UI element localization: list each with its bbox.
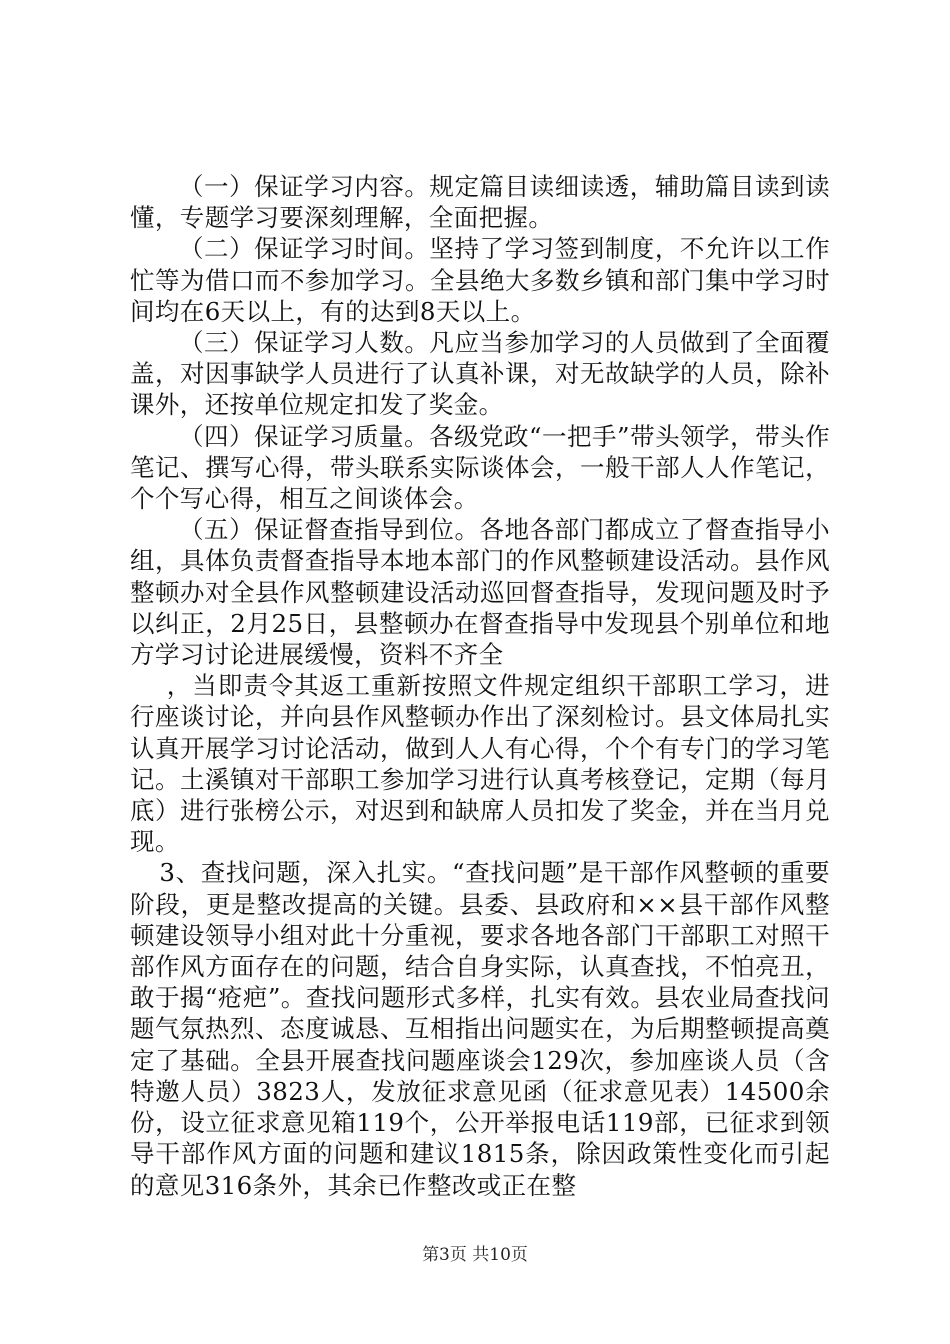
paragraph-supervision: （五）保证督查指导到位。各地各部门都成立了督查指导小组，具体负责督查指导本地本部门的作风整顿建设活动。县作风整顿办对全县作风整顿建设活动巡回督查指导，发现问题及时予以纠正，2月25日，县整顿办在督查指导中发现县个别单位和地方学习讨论进展缓慢，资料不齐全 bbox=[130, 515, 830, 670]
paragraph-supervision-continued: ，当即责令其返工重新按照文件规定组织干部职工学习，进行座谈讨论，并向县作风整顿办作出了深刻检讨。县文体局扎实认真开展学习讨论活动，做到人人有心得，个个有专门的学习笔记。土溪镇对干部职工参加学习进行认真考核登记，定期（每月底）进行张榜公示，对迟到和缺席人员扣发了奖金，并在当月兑现。 bbox=[130, 671, 830, 857]
paragraph-study-time: （二）保证学习时间。坚持了学习签到制度，不允许以工作忙等为借口而不参加学习。全县绝大多数乡镇和部门集中学习时间均在6天以上，有的达到8天以上。 bbox=[130, 234, 830, 326]
paragraph-finding-problems: 3、查找问题，深入扎实。“查找问题”是干部作风整顿的重要阶段，更是整改提高的关键。县委、县政府和××县干部作风整顿建设领导小组对此十分重视，要求各地各部门干部职工对照干部作风方面存在的问题，结合自身实际，认真查找，不怕亮丑，敢于揭“疮疤”。查找问题形式多样，扎实有效。县农业局查找问题气氛热烈、态度诚恳、互相指出问题实在，为后期整顿提高奠定了基础。全县开展查找问题座谈会129次，参加座谈人员（含特邀人员）3823人，发放征求意见函（征求意见表）14500余份，设立征求意见箱119个，公开举报电话119部，已征求到领导干部作风方面的问题和建议1815条，除因政策性变化而引起的意见316条外，其余已作整改或正在整 bbox=[130, 858, 830, 1200]
document-body bbox=[130, 171, 830, 1201]
paragraph-study-content: （一）保证学习内容。规定篇目读细读透，辅助篇目读到读懂，专题学习要深刻理解，全面把握。 bbox=[130, 172, 830, 233]
page-number-footer: 第3页 共10页 bbox=[422, 1245, 528, 1265]
paragraph-study-attendance: （三）保证学习人数。凡应当参加学习的人员做到了全面覆盖，对因事缺学人员进行了认真补课，对无故缺学的人员，除补课外，还按单位规定扣发了奖金。 bbox=[130, 328, 830, 420]
paragraph-study-quality: （四）保证学习质量。各级党政“一把手”带头领学，带头作笔记、撰写心得，带头联系实际谈体会，一般干部人人作笔记，个个写心得，相互之间谈体会。 bbox=[130, 421, 830, 514]
